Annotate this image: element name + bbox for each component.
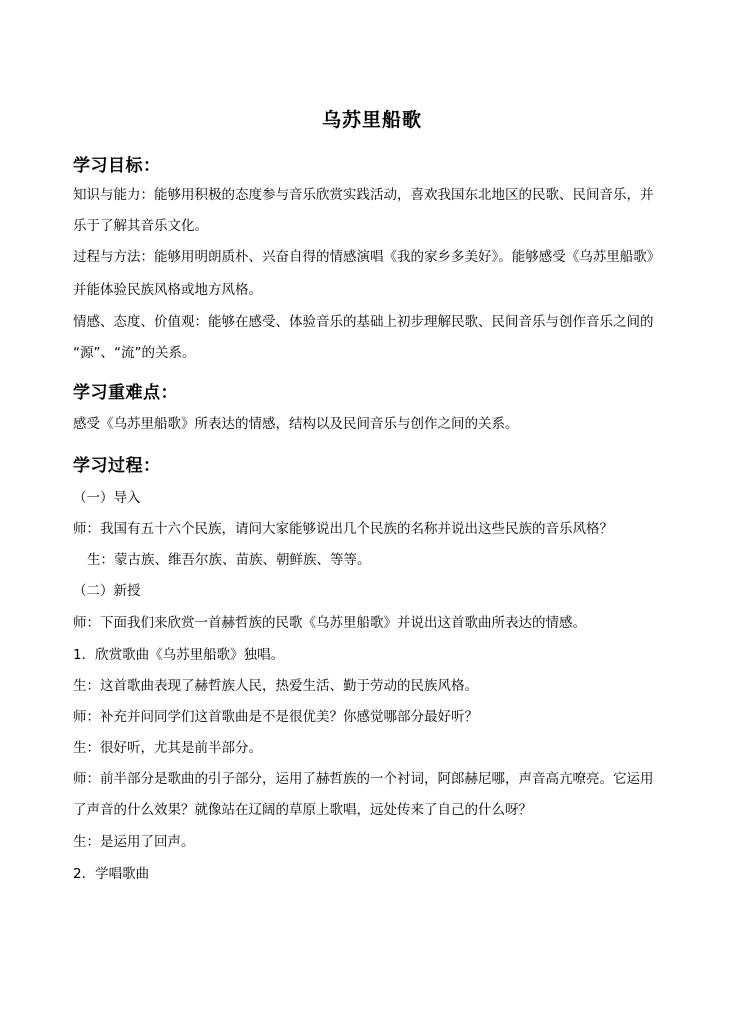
objectives-line: 并能体验民族风格或地方风格。 <box>73 282 262 298</box>
objectives-line: 过程与方法：能够用明朗质朴、兴奋自得的情感演唱《我的家乡多美好》。能够感受《乌苏里船歌》 <box>73 249 661 265</box>
process-line: 生：这首歌曲表现了赫哲族人民，热爱生活、勤于劳动的民族风格。 <box>73 678 478 694</box>
keypoints-line: 感受《乌苏里船歌》所表达的情感，结构以及民间音乐与创作之间的关系。 <box>73 416 519 432</box>
process-line: 1．欣赏歌曲《乌苏里船歌》独唱。 <box>73 647 285 663</box>
process-line: 生：蒙古族、维吾尔族、苗族、朝鲜族、等等。 <box>87 552 371 568</box>
process-line: 师：前半部分是歌曲的引子部分，运用了赫哲族的一个衬词，阿郎赫尼哪，声音高亢嘹亮。它运用 <box>73 771 654 787</box>
objectives-line: 知识与能力：能够用积极的态度参与音乐欣赏实践活动，喜欢我国东北地区的民歌、民间音乐，并 <box>73 187 654 203</box>
process-line: （二）新授 <box>73 583 141 599</box>
process-line: 师：我国有五十六个民族，请问大家能够说出几个民族的名称并说出这些民族的音乐风格？ <box>73 521 613 537</box>
process-line: 生：很好听，尤其是前半部分。 <box>73 740 262 756</box>
process-line: 师：下面我们来欣赏一首赫哲族的民歌《乌苏里船歌》并说出这首歌曲所表达的情感。 <box>73 615 586 631</box>
process-line: （一）导入 <box>73 490 141 506</box>
process-line: 2．学唱歌曲 <box>73 866 150 882</box>
process-line: 师：补充并问同学们这首歌曲是不是很优美？你感觉哪部分最好听？ <box>73 709 478 725</box>
process-line: 了声音的什么效果？就像站在辽阔的草原上歌唱，远处传来了自己的什么呀？ <box>73 802 532 818</box>
process-heading: 学习过程： <box>73 456 161 476</box>
process-line: 生：是运用了回声。 <box>73 834 195 850</box>
objectives-line: 情感、态度、价值观：能够在感受、体验音乐的基础上初步理解民歌、民间音乐与创作音乐之间的 <box>73 314 654 330</box>
keypoints-heading: 学习重难点： <box>73 383 178 403</box>
objectives-line: “源”、“流”的关系。 <box>73 345 196 361</box>
objectives-heading: 学习目标： <box>73 156 161 176</box>
objectives-line: 乐于了解其音乐文化。 <box>73 218 208 234</box>
page-title: 乌苏里船歌 <box>321 109 422 131</box>
